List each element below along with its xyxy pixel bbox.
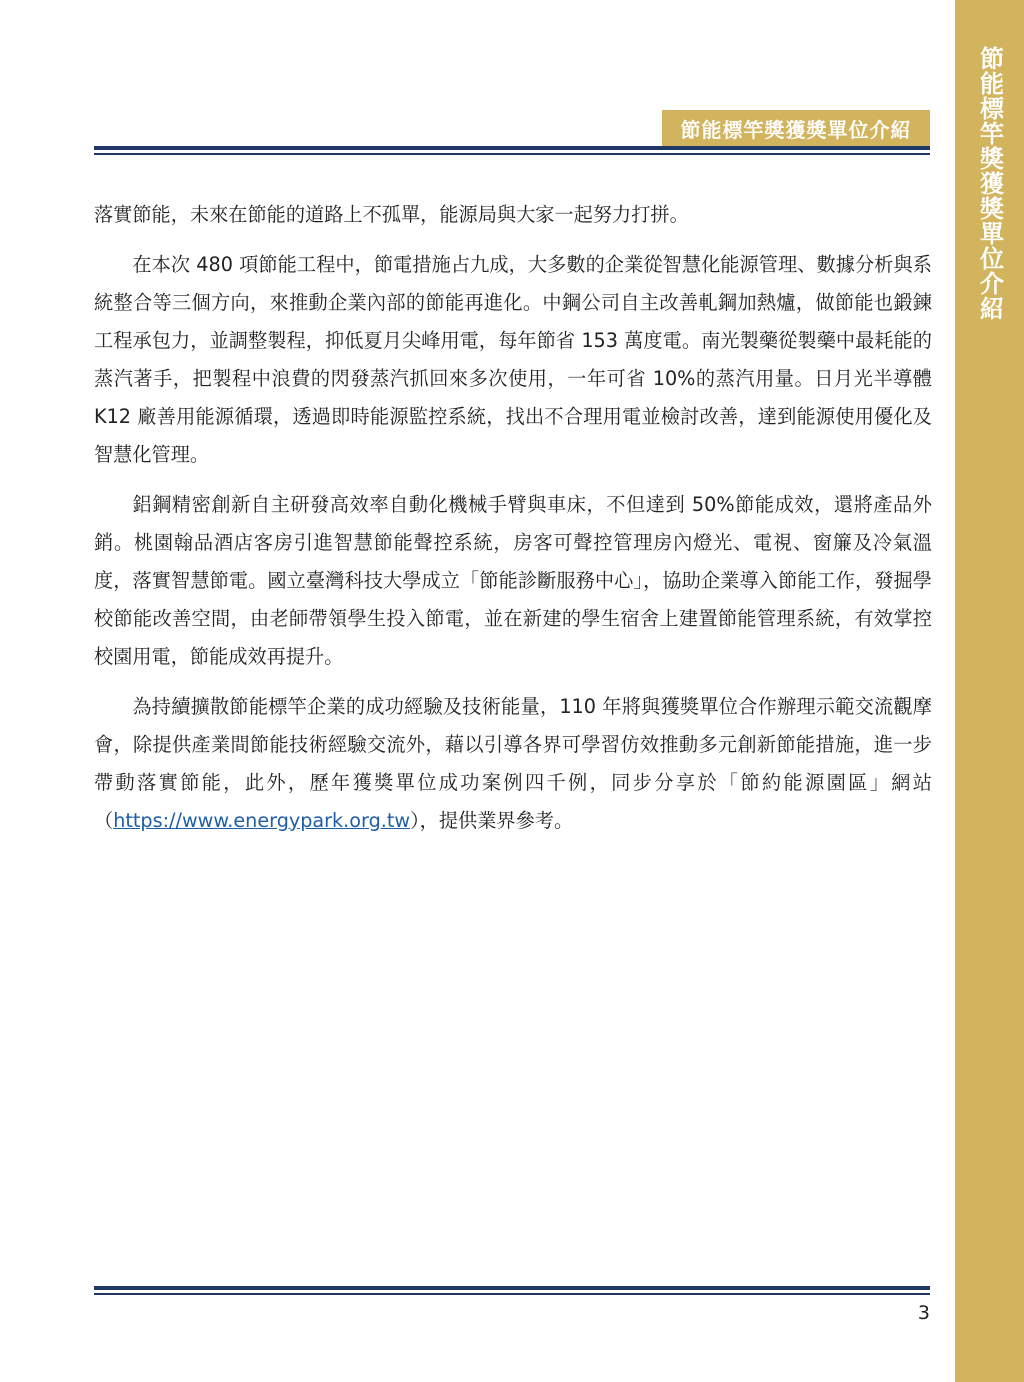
side-band xyxy=(955,0,1024,1382)
header-section-title: 節能標竿獎獲獎單位介紹 xyxy=(680,117,912,142)
page-number: 3 xyxy=(917,1302,930,1324)
paragraph-4 xyxy=(94,688,932,840)
energypark-link[interactable]: https://www.energypark.org.tw xyxy=(113,809,411,832)
header-rule xyxy=(94,146,930,155)
article-body xyxy=(94,196,932,852)
paragraph-2: 在本次 480 項節能工程中，節電措施占九成，大多數的企業從智慧化能源管理、數據分析與系統整合等三個方向，來推動企業內部的節能再進化。中鋼公司自主改善軋鋼加熱爐，做節能也鍛鍊工程承包力，並調整製程，抑低夏月尖峰用電，每年節省 153 萬度電。南光製藥從製藥中最耗能的蒸汽著手，把製程中浪費的閃發蒸汽抓回來多次使用，一年可省 10%的蒸汽用量。日月光半導體 K12 廠善用能源循環，透過即時能源監控系統，找出不合理用電並檢討改善，達到能源使用優化及智慧化管理。 xyxy=(94,253,932,466)
paragraph-4-text-after: ），提供業界參考。 xyxy=(410,809,574,832)
header-section-tab xyxy=(662,110,930,146)
paragraph-1: 落實節能，未來在節能的道路上不孤單，能源局與大家一起努力打拼。 xyxy=(94,203,689,226)
footer-rule xyxy=(94,1286,930,1295)
paragraph-3: 鋁鋼精密創新自主研發高效率自動化機械手臂與車床，不但達到 50%節能成效，還將產品外銷。桃園翰品酒店客房引進智慧節能聲控系統，房客可聲控管理房內燈光、電視、窗簾及冷氣溫度，落實智慧節電。國立臺灣科技大學成立「節能診斷服務中心」，協助企業導入節能工作，發掘學校節能改善空間，由老師帶領學生投入節電，並在新建的學生宿舍上建置節能管理系統，有效掌控校園用電，節能成效再提升。 xyxy=(94,493,932,668)
side-vertical-title: 節能標竿獎獲獎單位介紹 xyxy=(975,46,1004,321)
paragraph-4-text-before: 為持續擴散節能標竿企業的成功經驗及技術能量，110 年將與獲獎單位合作辦理示範交流觀摩會，除提供產業間節能技術經驗交流外，藉以引導各界可學習仿效推動多元創新節能措施，進一步帶動落實節能，此外，歷年獲獎單位成功案例四千例，同步分享於「節約能源園區」網站（ xyxy=(94,695,932,832)
